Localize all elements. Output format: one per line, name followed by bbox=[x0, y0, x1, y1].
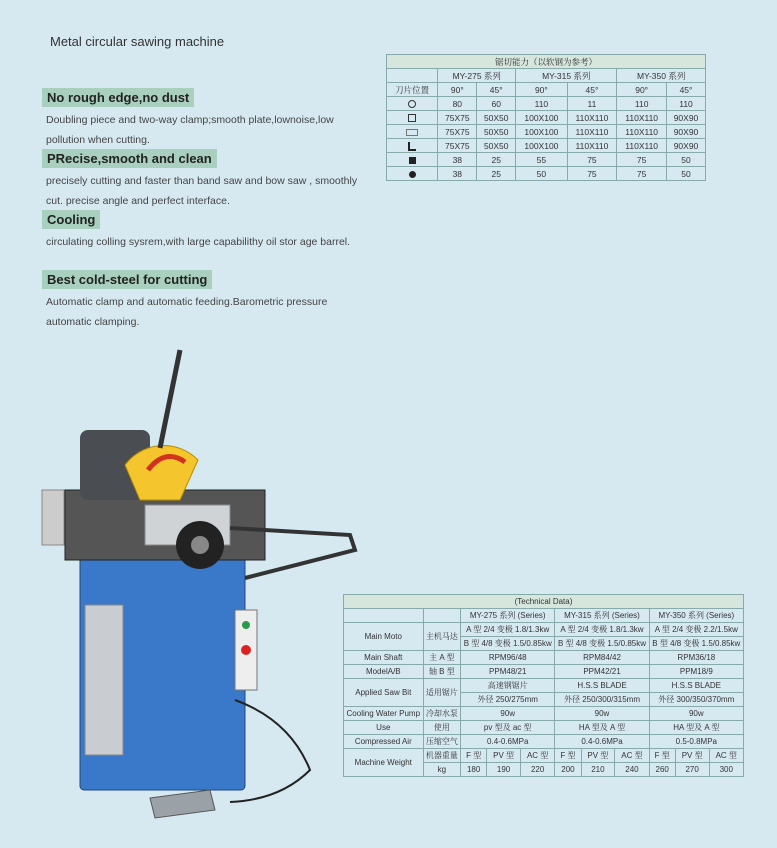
table-cell: A 型 2/4 变极 1.8/1.3kw bbox=[555, 623, 649, 637]
table-cell: PPM42/21 bbox=[555, 665, 649, 679]
table-cell: RPM36/18 bbox=[649, 651, 743, 665]
table-cell: 55 bbox=[516, 153, 567, 167]
table-cell: 50X50 bbox=[477, 111, 516, 125]
row-label-en: Cooling Water Pump bbox=[344, 707, 424, 721]
position-label: 刀片位置 bbox=[387, 83, 438, 97]
circle-filled-icon bbox=[387, 167, 438, 181]
table-row bbox=[344, 623, 744, 637]
table-cell: AC 型 bbox=[709, 749, 744, 763]
table-caption: 锯切能力（以软钢为参考） bbox=[387, 55, 706, 69]
table-row bbox=[344, 707, 744, 721]
model-header: MY-275 系列 (Series) bbox=[461, 609, 555, 623]
feature-heading: No rough edge,no dust bbox=[42, 88, 194, 107]
row-label-en: Use bbox=[344, 721, 424, 735]
table-cell: 210 bbox=[581, 763, 615, 777]
row-label-cn: 适用锯片 bbox=[423, 679, 461, 707]
table-cell: 180 bbox=[461, 763, 487, 777]
row-label-en: Compressed Air bbox=[344, 735, 424, 749]
table-cell: 260 bbox=[649, 763, 675, 777]
table-cell: 200 bbox=[555, 763, 581, 777]
cutting-capacity-table bbox=[386, 54, 706, 181]
row-label-en: Main Shaft bbox=[344, 651, 424, 665]
table-cell: 75X75 bbox=[438, 125, 477, 139]
table-cell: 高速钢锯片 bbox=[461, 679, 555, 693]
table-cell: 110X110 bbox=[617, 111, 667, 125]
table-cell: F 型 bbox=[555, 749, 581, 763]
table-cell: 38 bbox=[438, 167, 477, 181]
table-cell: 50 bbox=[667, 153, 706, 167]
table-cell: B 型 4/8 变极 1.5/0.85kw bbox=[649, 637, 743, 651]
table-cell: 190 bbox=[487, 763, 521, 777]
angle-header: 90° bbox=[617, 83, 667, 97]
table-cell: A 型 2/4 变极 1.8/1.3kw bbox=[461, 623, 555, 637]
page-title: Metal circular sawing machine bbox=[50, 34, 225, 49]
table-cell: PV 型 bbox=[487, 749, 521, 763]
table-cell: 110 bbox=[667, 97, 706, 111]
table-cell: 240 bbox=[615, 763, 649, 777]
table-cell: 220 bbox=[520, 763, 554, 777]
feature-text: Automatic clamp and automatic feeding.Barometric pressure automatic clamping. bbox=[46, 296, 328, 328]
table-cell: RPM84/42 bbox=[555, 651, 649, 665]
table-row bbox=[344, 735, 744, 749]
foot-pedal bbox=[150, 790, 215, 818]
table-cell: 25 bbox=[477, 153, 516, 167]
table-cell: 90X90 bbox=[667, 125, 706, 139]
table-row bbox=[387, 125, 706, 139]
row-label-en: ModelA/B bbox=[344, 665, 424, 679]
table-cell: AC 型 bbox=[615, 749, 649, 763]
table-cell bbox=[423, 609, 461, 623]
table-cell: 0.4-0.6MPa bbox=[555, 735, 649, 749]
angle-header: 45° bbox=[567, 83, 617, 97]
row-label-cn: 压缩空气 bbox=[423, 735, 461, 749]
technical-data-table bbox=[343, 594, 744, 777]
row-label-cn: 轴 B 型 bbox=[423, 665, 461, 679]
table-cell: PPM18/9 bbox=[649, 665, 743, 679]
table-cell: 90w bbox=[555, 707, 649, 721]
angle-header: 45° bbox=[667, 83, 706, 97]
table-cell: 50 bbox=[516, 167, 567, 181]
row-label-cn: 冷却水泵 bbox=[423, 707, 461, 721]
feature-text: circulating colling sysrem,with large capabilithy oil stor age barrel. bbox=[46, 236, 351, 248]
cylinder bbox=[42, 490, 64, 545]
square-filled-icon bbox=[387, 153, 438, 167]
circle-outline-icon bbox=[387, 97, 438, 111]
table-cell: 90X90 bbox=[667, 111, 706, 125]
table-cell: A 型 2/4 变极 2.2/1.5kw bbox=[649, 623, 743, 637]
table-cell: 270 bbox=[675, 763, 709, 777]
feature-text: precisely cutting and faster than band saw and bow saw , smoothly cut. precise angle and perfect interface. bbox=[46, 175, 358, 207]
angle-header: 90° bbox=[438, 83, 477, 97]
table-cell: 300 bbox=[709, 763, 744, 777]
angle-l-icon bbox=[387, 139, 438, 153]
saw-machine-illustration bbox=[30, 340, 370, 840]
row-label-cn: kg bbox=[423, 763, 461, 777]
table-row bbox=[344, 665, 744, 679]
table-cell: 110 bbox=[516, 97, 567, 111]
table-cell: 25 bbox=[477, 167, 516, 181]
table-cell: 外径 300/350/370mm bbox=[649, 693, 743, 707]
table-cell: HA 型及 A 型 bbox=[555, 721, 649, 735]
row-label-en: Machine Weight bbox=[344, 749, 424, 777]
row-label-cn: 使用 bbox=[423, 721, 461, 735]
feature-block bbox=[42, 210, 362, 252]
table-cell: 75X75 bbox=[438, 139, 477, 153]
table-cell: 38 bbox=[438, 153, 477, 167]
table-cell: 80 bbox=[438, 97, 477, 111]
model-header: MY-275 系列 bbox=[438, 69, 516, 83]
feature-block bbox=[42, 270, 362, 332]
table-cell: 100X100 bbox=[516, 111, 567, 125]
table-cell: B 型 4/8 变极 1.5/0.85kw bbox=[461, 637, 555, 651]
table-row bbox=[387, 139, 706, 153]
row-label-en: Main Moto bbox=[344, 623, 424, 651]
feature-heading: Best cold-steel for cutting bbox=[42, 270, 212, 289]
table-row bbox=[387, 111, 706, 125]
table-cell: 100X100 bbox=[516, 139, 567, 153]
table-row bbox=[387, 97, 706, 111]
table-cell: 110 bbox=[617, 97, 667, 111]
row-label-cn: 机器重量 bbox=[423, 749, 461, 763]
table-cell: 11 bbox=[567, 97, 617, 111]
model-header: MY-350 系列 (Series) bbox=[649, 609, 743, 623]
table-cell: 100X100 bbox=[516, 125, 567, 139]
feature-text: Doubling piece and two-way clamp;smooth plate,lownoise,low pollution when cutting. bbox=[46, 114, 334, 146]
table-cell: 110X110 bbox=[617, 139, 667, 153]
table-cell: F 型 bbox=[649, 749, 675, 763]
table-cell: 50X50 bbox=[477, 139, 516, 153]
table-cell: PPM48/21 bbox=[461, 665, 555, 679]
table-cell: 50X50 bbox=[477, 125, 516, 139]
table-cell: 0.5-0.8MPa bbox=[649, 735, 743, 749]
row-label-cn: 主机马达 bbox=[423, 623, 461, 651]
table-cell bbox=[387, 69, 438, 83]
table-cell: 110X110 bbox=[617, 125, 667, 139]
feature-heading: PRecise,smooth and clean bbox=[42, 149, 217, 168]
table-cell: 75 bbox=[567, 167, 617, 181]
table-cell bbox=[344, 609, 424, 623]
feature-block bbox=[42, 149, 362, 211]
table-cell: 110X110 bbox=[567, 125, 617, 139]
handle-lever bbox=[160, 350, 180, 448]
feature-block bbox=[42, 88, 362, 150]
model-header: MY-315 系列 (Series) bbox=[555, 609, 649, 623]
table-cell: 75 bbox=[617, 153, 667, 167]
table-cell: 外径 250/300/315mm bbox=[555, 693, 649, 707]
handwheel-hub bbox=[191, 536, 209, 554]
table-row bbox=[387, 167, 706, 181]
table-cell: 外径 250/275mm bbox=[461, 693, 555, 707]
table-cell: 90w bbox=[649, 707, 743, 721]
table-row bbox=[344, 679, 744, 693]
start-button bbox=[242, 621, 250, 629]
table-cell: pv 型及 ac 型 bbox=[461, 721, 555, 735]
table-cell: 60 bbox=[477, 97, 516, 111]
table-cell: PV 型 bbox=[675, 749, 709, 763]
model-header: MY-350 系列 bbox=[617, 69, 706, 83]
table-cell: 90w bbox=[461, 707, 555, 721]
table-cell: 50 bbox=[667, 167, 706, 181]
table-row bbox=[344, 651, 744, 665]
table-cell: 75 bbox=[567, 153, 617, 167]
square-outline-icon bbox=[387, 111, 438, 125]
table-cell: F 型 bbox=[461, 749, 487, 763]
table-cell: 110X110 bbox=[567, 111, 617, 125]
table-cell: H.S.S BLADE bbox=[555, 679, 649, 693]
table-cell: B 型 4/8 变极 1.5/0.85kw bbox=[555, 637, 649, 651]
table-cell: 90X90 bbox=[667, 139, 706, 153]
table-caption: (Technical Data) bbox=[344, 595, 744, 609]
model-header: MY-315 系列 bbox=[516, 69, 617, 83]
table-cell: H.S.S BLADE bbox=[649, 679, 743, 693]
rect-outline-icon bbox=[387, 125, 438, 139]
row-label-en: Applied Saw Bit bbox=[344, 679, 424, 707]
table-row bbox=[387, 153, 706, 167]
row-label-cn: 主 A 型 bbox=[423, 651, 461, 665]
stop-button bbox=[241, 645, 251, 655]
angle-header: 45° bbox=[477, 83, 516, 97]
table-cell: 75X75 bbox=[438, 111, 477, 125]
angle-header: 90° bbox=[516, 83, 567, 97]
table-cell: 0.4-0.6MPa bbox=[461, 735, 555, 749]
table-cell: AC 型 bbox=[520, 749, 554, 763]
table-cell: PV 型 bbox=[581, 749, 615, 763]
table-cell: 110X110 bbox=[567, 139, 617, 153]
table-cell: HA 型及 A 型 bbox=[649, 721, 743, 735]
feature-heading: Cooling bbox=[42, 210, 100, 229]
table-cell: RPM96/48 bbox=[461, 651, 555, 665]
table-cell: 75 bbox=[617, 167, 667, 181]
table-row bbox=[344, 721, 744, 735]
side-panel bbox=[85, 605, 123, 755]
table-row bbox=[344, 749, 744, 763]
